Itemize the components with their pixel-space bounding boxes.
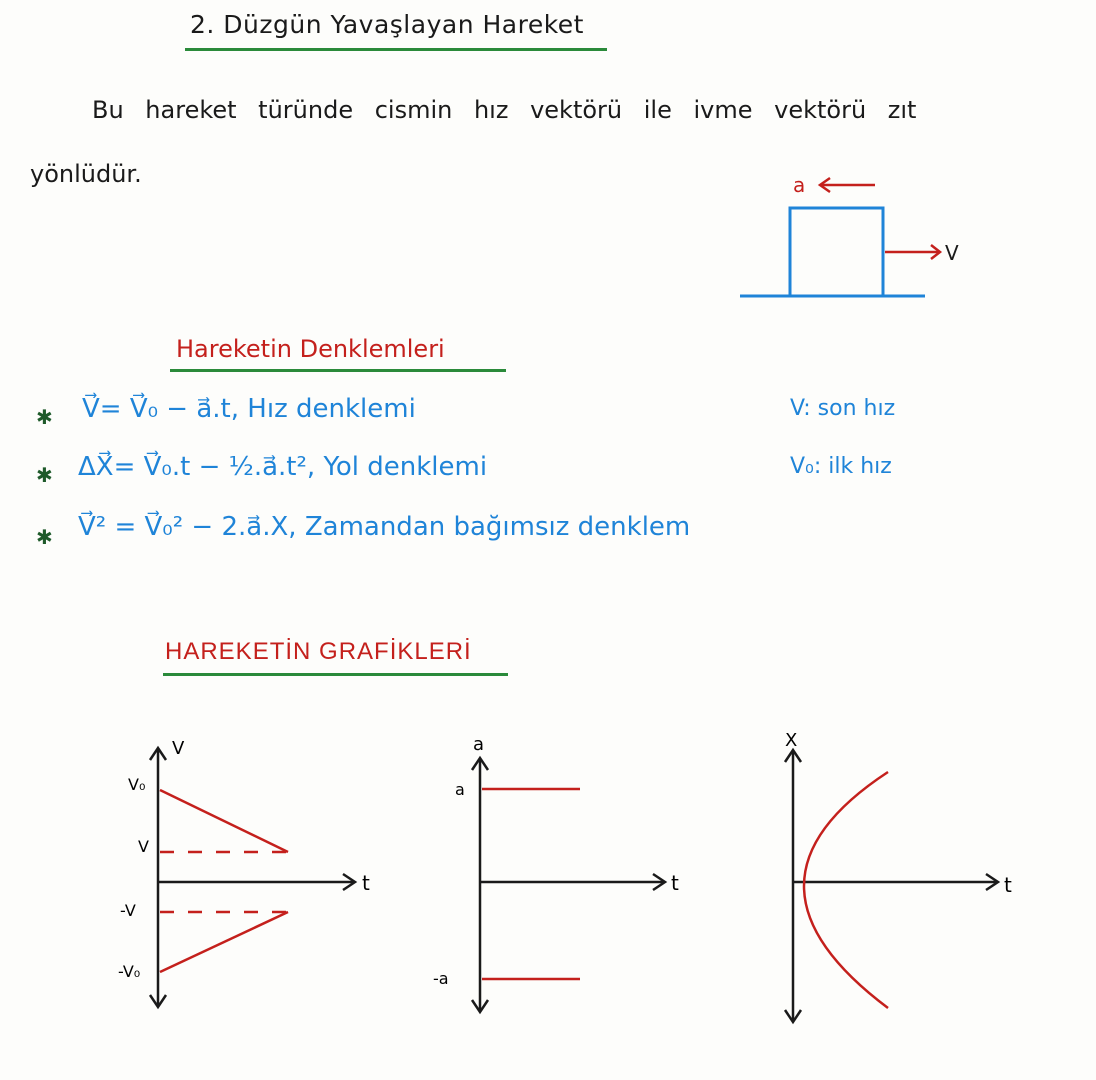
page-title: 2. Düzgün Yavaşlayan Hareket (190, 10, 584, 39)
legend-final-velocity (790, 396, 895, 421)
tick-label: -V (120, 901, 136, 920)
graphs-heading-underline (163, 673, 508, 676)
star-icon: ✱ (36, 463, 53, 487)
x-axis-label: t (1004, 873, 1012, 897)
position-time-graph (760, 730, 1040, 1030)
legend-initial-velocity (790, 454, 892, 479)
equation-name: , Hız denklemi (230, 394, 416, 424)
legend-symbol: V (790, 396, 804, 421)
y-axis-label: V (172, 738, 185, 759)
velocity-line-positive (160, 790, 288, 852)
equation-displacement (78, 452, 487, 482)
graphs-heading: HAREKETİN GRAFİKLERİ (165, 638, 472, 665)
equation-velocity (82, 394, 416, 424)
legend-symbol: V₀ (790, 454, 814, 479)
star-icon: ✱ (36, 525, 53, 549)
equation-formula: V⃗= V⃗₀ − a⃗.t (82, 394, 231, 424)
intro-line-2: yönlüdür. (30, 160, 142, 188)
equation-name: , Zamandan bağımsız denklem (288, 512, 691, 542)
velocity-arrow (885, 245, 940, 259)
title-underline (185, 48, 607, 51)
x-axis-label: t (671, 871, 679, 895)
box-diagram (735, 170, 975, 305)
y-axis-label: X (785, 730, 798, 751)
equation-timeless (78, 512, 690, 542)
velocity-time-graph (110, 730, 390, 1020)
equation-formula: ΔX⃗= V⃗₀.t − ½.a⃗.t² (78, 452, 307, 482)
legend-text: : ilk hız (813, 454, 892, 479)
velocity-line-negative (160, 912, 288, 972)
accel-label: a (793, 173, 806, 197)
box (790, 208, 883, 296)
tick-label: V (138, 837, 149, 856)
equations-heading: Hareketin Denklemleri (176, 335, 445, 363)
star-icon: ✱ (36, 405, 53, 429)
tick-label: a (455, 780, 465, 799)
x-axis-label: t (362, 871, 370, 895)
accel-arrow (820, 178, 875, 192)
equation-name: , Yol denklemi (306, 452, 488, 482)
equations-heading-underline (170, 369, 506, 372)
legend-text: : son hız (803, 396, 896, 421)
equation-formula: V⃗² = V⃗₀² − 2.a⃗.X (78, 512, 289, 542)
intro-line-1: Bu hareket türünde cismin hız vektörü ile ivme vektörü zıt (92, 96, 917, 124)
acceleration-time-graph (425, 730, 705, 1020)
y-axis-label: a (473, 734, 485, 755)
tick-label: -V₀ (118, 962, 141, 981)
tick-label: V₀ (128, 775, 146, 794)
position-curve (804, 772, 888, 1008)
tick-label: -a (433, 969, 449, 988)
velocity-label: V (945, 241, 959, 265)
